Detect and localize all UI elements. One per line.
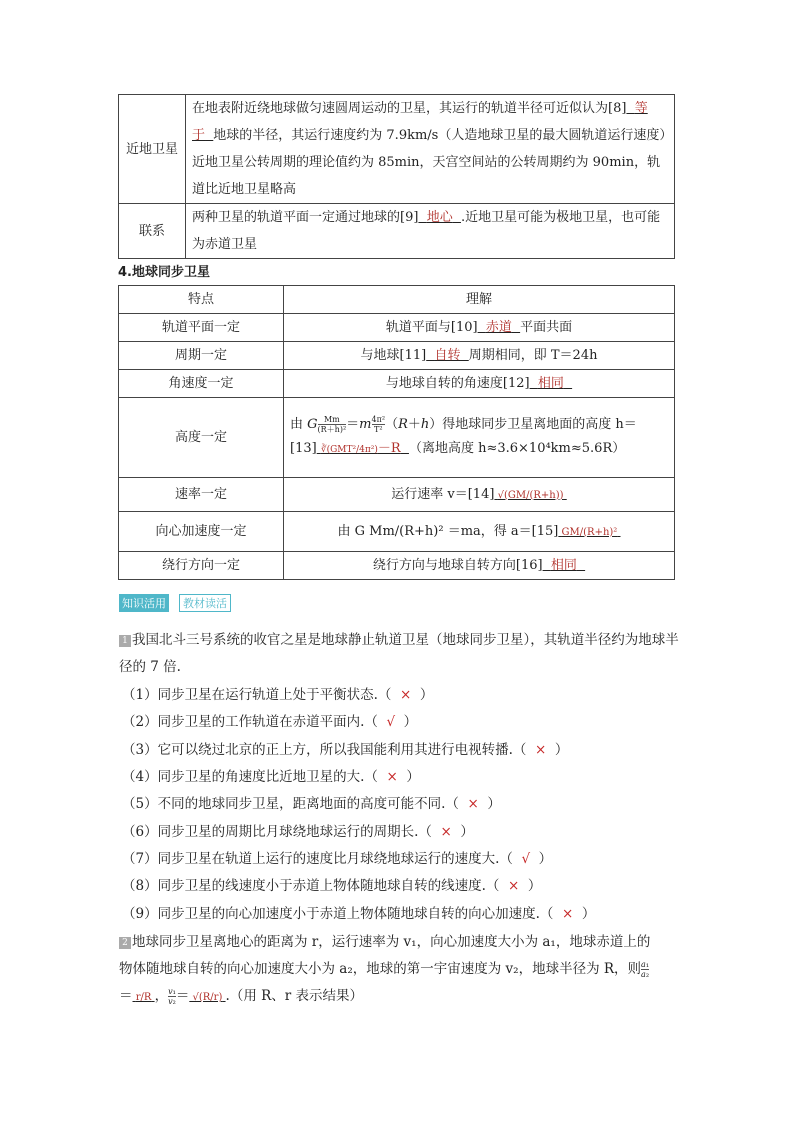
feature: 轨道平面一定 — [119, 314, 284, 342]
table-row — [119, 204, 675, 259]
table-row — [119, 552, 675, 580]
question-2: 2 地球同步卫星离地心的距离为 r，运行速率为 v₁，向心加速度大小为 a₁，地球赤道上的 物体随地球自转的向心加速度大小为 a₂，地球的第一宇宙速度为 v₂，地球半径为 R，则 $\frac{\text{a₁}}{\text{a₂}}$ ＝ r/R ， $\frac{\text{v₁}}{\text{v₂}}$ ＝ √(R/r) .（用 R、r 表示结果） — [119, 934, 651, 1006]
row-body — [186, 204, 675, 259]
list-item: （6）同步卫星的周期比月球绕地球运行的周期长.（ × ） — [122, 824, 474, 840]
table-row — [119, 398, 675, 478]
feature: 绕行方向一定 — [119, 552, 284, 580]
list-item: （9）同步卫星的向心加速度小于赤道上物体随地球自转的向心加速度.（ × ） — [122, 906, 596, 922]
feature: 向心加速度一定 — [119, 512, 284, 552]
table-row — [119, 314, 675, 342]
table-header — [119, 286, 675, 314]
feature: 周期一定 — [119, 342, 284, 370]
table-row — [119, 370, 675, 398]
text: 地球的半径，其运行速度约为 7.9km/s（人造地球卫星的最大圆轨道运行速度）近地卫星公转周期的理论值约为 85min，天宫空间站的公转周期约为 90min，轨道比近地卫星略高 — [192, 128, 666, 197]
explain: 由 G Mm/(R+h)² ＝ma，得 a＝[15] GM/(R+h)² — [284, 512, 675, 552]
feature: 高度一定 — [119, 398, 284, 478]
table-row — [119, 478, 675, 512]
list-item: （4）同步卫星的角速度比近地卫星的大.（ × ） — [122, 769, 420, 785]
list-item: （1）同步卫星在运行轨道上处于平衡状态.（ × ） — [122, 687, 434, 703]
table-row — [119, 95, 675, 204]
explain: 由 G $\frac{Mm}{\text{(R＋h)²}}$ ＝m $\frac{\text{4π²}}{\text{T²}}$ （R＋h）得地球同步卫星离地面的高度 h＝ [13] ∛(GMT²/4π²)－R （离地高度 h≈3.6×10⁴km≈5.6R） — [284, 398, 675, 478]
list-item: （7）同步卫星在轨道上运行的速度比月球绕地球运行的速度大.（ √ ） — [122, 851, 553, 867]
explain: 绕行方向与地球自转方向[16] 相同 — [284, 552, 675, 580]
question-1: 1 我国北斗三号系统的收官之星是地球静止轨道卫星（地球同步卫星），其轨道半径约为地球半径的 7 倍. — [119, 632, 679, 675]
col-header: 特点 — [119, 286, 284, 314]
col-header: 理解 — [284, 286, 675, 314]
text: 在地表附近绕地球做匀速圆周运动的卫星，其运行的轨道半径可近似认为[8] — [192, 101, 627, 116]
satellite-table — [118, 94, 675, 259]
text: 两种卫星的轨道平面一定通过地球的[9] — [192, 210, 419, 225]
table-row — [119, 342, 675, 370]
row-head: 近地卫星 — [119, 95, 186, 204]
table-row — [119, 512, 675, 552]
row-head: 联系 — [119, 204, 186, 259]
answer-13: ∛(GMT²/4π²)－R — [320, 441, 401, 456]
feature: 速率一定 — [119, 478, 284, 512]
list-item: （5）不同的地球同步卫星，距离地面的高度可能不同.（ × ） — [122, 796, 501, 812]
tag-knowledge: 知识活用 — [119, 594, 169, 612]
row-body — [186, 95, 675, 204]
answer-8: 等于 — [192, 101, 648, 143]
explain: 与地球自转的角速度[12] 相同 — [284, 370, 675, 398]
answer-9: 地心 — [426, 210, 453, 225]
feature: 角速度一定 — [119, 370, 284, 398]
list-item: （3）它可以绕过北京的正上方，所以我国能利用其进行电视转播.（ × ） — [122, 742, 569, 758]
section-title: 4.地球同步卫星 — [118, 265, 210, 280]
tag-textbook: 教材读活 — [179, 594, 231, 612]
sync-satellite-table — [118, 285, 675, 580]
list-item: （8）同步卫星的线速度小于赤道上物体随地球自转的线速度.（ × ） — [122, 878, 542, 894]
text: .近地卫星可能为极地卫星，也可能为赤道卫星 — [192, 210, 661, 252]
explain: 与地球[11] 自转 周期相同，即 T＝24h — [284, 342, 675, 370]
explain: 轨道平面与[10] 赤道 平面共面 — [284, 314, 675, 342]
list-item: （2）同步卫星的工作轨道在赤道平面内.（ √ ） — [122, 714, 418, 730]
explain: 运行速率 v＝[14] √(GM/(R+h)) — [284, 478, 675, 512]
